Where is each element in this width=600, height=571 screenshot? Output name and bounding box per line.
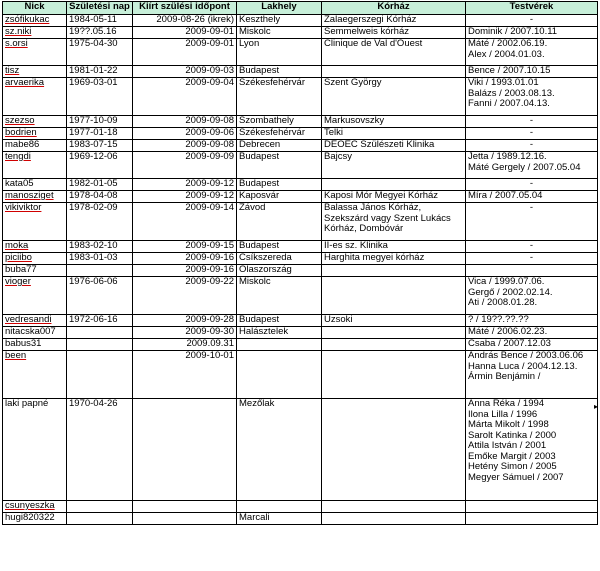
nick-link[interactable]: tengdi [5,151,31,162]
nick-link[interactable]: moka [5,240,29,251]
city-cell: Budapest [237,179,322,191]
hospital-cell [322,501,466,513]
header-nick: Nick [3,2,67,15]
nick-link[interactable]: buba77 [5,264,37,275]
sibling-entry: Míra / 2007.05.04 [468,190,543,201]
city-cell: Székesfehérvár [237,128,322,140]
birth-cell [67,339,133,351]
nick-link[interactable]: s.orsi [5,38,28,49]
sibling-entry: Máté / 2006.02.23. [468,326,548,337]
nick-cell[interactable] [3,277,67,315]
city-cell: Csíkszereda [237,253,322,265]
header-city: Lakhely [237,2,322,15]
birth-cell: 1983-07-15 [67,140,133,152]
city-cell [237,501,322,513]
birth-cell [67,501,133,513]
city-cell: Marcali [237,513,322,525]
hospital-cell: Clinique de Val d'Ouest [322,39,466,66]
sibling-entry: Megyer Sámuel / 2007 [468,471,564,483]
sibling-entry: Hetény Simon / 2005 [468,461,557,472]
birth-cell [67,351,133,399]
siblings-cell [466,265,598,277]
table-row [3,351,598,399]
hospital-cell: Semmelweis kórház [322,27,466,39]
hospital-cell [322,66,466,78]
table-row [3,265,598,277]
sibling-entry: András Bence / 2003.06.06 [468,350,584,361]
birth-cell [67,327,133,339]
sibling-entry: ? / 19??.??.?? [468,314,529,325]
hospital-cell [322,277,466,315]
table-row [3,513,598,525]
table-row [3,179,598,191]
nick-cell[interactable] [3,39,67,66]
nick-link[interactable]: csunyeszka [5,500,55,511]
sibling-entry: Bence / 2007.10.15 [468,65,551,76]
nick-link[interactable]: sz.niki [5,26,32,37]
sibling-entry: Ármin Benjámin / [468,371,541,382]
siblings-cell [466,327,598,339]
sibling-entry: Attila István / 2001 [468,440,547,451]
sibling-entry: Máté / 2002.06.19. [468,38,548,49]
table-row [3,15,598,27]
birth-cell: 1983-01-03 [67,253,133,265]
due-cell [133,399,237,501]
siblings-cell [466,179,598,191]
siblings-cell [466,501,598,513]
nick-cell[interactable] [3,152,67,179]
nick-link[interactable]: hugi820322 [5,512,55,523]
sibling-entry: Márta Mikolt / 1998 [468,419,549,430]
sibling-entry: Anna Réka / 1994 [468,398,545,409]
birth-cell: 1969-12-06 [67,152,133,179]
sibling-entry: Dominik / 2007.10.11 [468,26,558,37]
nick-cell[interactable] [3,179,67,191]
hospital-cell: Szent György [322,78,466,116]
table-row [3,128,598,140]
siblings-cell [466,191,598,203]
scroll-arrow-icon: ▸ [593,402,598,411]
city-cell: Halásztelek [237,327,322,339]
due-cell: 2009-09-16 [133,265,237,277]
due-cell: 2009-09-06 [133,128,237,140]
nick-cell[interactable] [3,66,67,78]
due-cell: 2009.09.31 [133,339,237,351]
siblings-cell [466,277,598,315]
sibling-entry: - [529,178,534,189]
birth-cell: 1975-04-30 [67,39,133,66]
due-cell: 2009-08-26 (ikrek) [133,15,237,27]
nick-cell[interactable] [3,399,67,501]
hospital-cell [322,327,466,339]
nick-cell[interactable] [3,265,67,277]
due-cell: 2009-09-01 [133,27,237,39]
hospital-cell: Zalaegerszegi Kórház [322,15,466,27]
hospital-cell [322,513,466,525]
header-due: Kiírt szülési időpont [133,2,237,15]
nick-cell[interactable] [3,327,67,339]
siblings-cell [466,399,598,501]
birth-cell: 1972-06-16 [67,315,133,327]
table-row [3,39,598,66]
sibling-entry: Fanni / 2007.04.13. [468,98,550,109]
sibling-entry: Ilona Lilla / 1996 [468,408,538,420]
sibling-entry: Csaba / 2007.12.03 [468,338,551,349]
table-row [3,315,598,327]
nick-cell[interactable] [3,241,67,253]
nick-cell[interactable] [3,191,67,203]
sibling-entry: - [529,139,534,150]
nick-cell[interactable] [3,140,67,152]
nick-link[interactable]: manosziget [5,190,54,201]
header-hospital: Kórház [322,2,466,15]
nick-cell[interactable] [3,15,67,27]
city-cell: Budapest [237,66,322,78]
siblings-cell [466,351,598,399]
sibling-entry: - [529,240,534,251]
nick-cell[interactable] [3,513,67,525]
siblings-cell [466,15,598,27]
sibling-entry: Máté Gergely / 2007.05.04 [468,161,581,173]
sibling-entry: - [529,202,534,213]
city-cell: Mezőlak [237,399,322,501]
birth-cell: 1976-06-06 [67,277,133,315]
header-row [3,2,598,15]
hospital-cell: DEOEC Szülészeti Klinika [322,140,466,152]
nick-cell[interactable] [3,339,67,351]
birth-cell: 1981-01-22 [67,66,133,78]
hospital-cell: II-es sz. Klinika [322,241,466,253]
nick-link[interactable]: vedresandi [5,314,52,325]
hospital-cell: Bajcsy [322,152,466,179]
siblings-cell [466,339,598,351]
city-cell: Závod [237,203,322,241]
nick-link[interactable]: nitacska007 [5,326,56,337]
city-cell: Miskolc [237,27,322,39]
nick-link[interactable]: tisz [5,65,20,76]
hospital-cell: Markusovszky [322,116,466,128]
city-cell [237,339,322,351]
sibling-entry: Gergő / 2002.02.14. [468,286,553,298]
table-row [3,399,598,501]
city-cell: Budapest [237,241,322,253]
nick-cell[interactable] [3,501,67,513]
birth-cell: 1978-04-08 [67,191,133,203]
nick-link[interactable]: piciibo [5,252,32,263]
table-row [3,191,598,203]
siblings-cell [466,203,598,241]
city-cell [237,351,322,399]
birth-cell: 19??.05.16 [67,27,133,39]
hospital-cell [322,351,466,399]
due-cell: 2009-09-01 [133,39,237,66]
due-cell: 2009-10-01 [133,351,237,399]
nick-cell[interactable] [3,351,67,399]
nick-cell[interactable] [3,128,67,140]
due-cell: 2009-09-16 [133,253,237,265]
table-row [3,140,598,152]
birth-cell [67,265,133,277]
table-row [3,78,598,116]
nick-cell[interactable] [3,27,67,39]
hospital-cell [322,339,466,351]
sibling-entry: Balázs / 2003.08.13. [468,87,555,99]
sibling-entry: Emőke Margit / 2003 [468,450,556,462]
table-row [3,116,598,128]
nick-cell[interactable] [3,315,67,327]
city-cell: Keszthely [237,15,322,27]
siblings-cell [466,66,598,78]
table-row [3,27,598,39]
sibling-entry: Alex / 2004.01.03. [468,48,545,60]
sibling-entry: Hanna Luca / 2004.12.13. [468,360,578,372]
city-cell: Budapest [237,315,322,327]
table-row [3,277,598,315]
hospital-cell: Kaposi Mór Megyei Kórház [322,191,466,203]
table-row [3,339,598,351]
city-cell: Miskolc [237,277,322,315]
nick-link[interactable]: mabe86 [5,139,40,150]
nick-link[interactable]: szezso [5,115,35,126]
table-row [3,501,598,513]
siblings-cell [466,27,598,39]
due-cell: 2009-09-08 [133,116,237,128]
birth-cell: 1984-05-11 [67,15,133,27]
birth-cell [67,513,133,525]
nick-cell[interactable] [3,253,67,265]
siblings-cell [466,513,598,525]
sibling-entry: - [529,127,534,138]
hospital-cell: Harghita megyei kórház [322,253,466,265]
city-cell: Szombathely [237,116,322,128]
table-row [3,203,598,241]
sibling-entry: Jetta / 1989.12.16. [468,151,547,162]
hospital-cell [322,399,466,501]
hospital-cell: Telki [322,128,466,140]
due-cell: 2009-09-28 [133,315,237,327]
siblings-cell [466,116,598,128]
siblings-cell [466,78,598,116]
table-row [3,241,598,253]
siblings-cell [466,140,598,152]
siblings-cell [466,241,598,253]
sibling-entry: Sarolt Katinka / 2000 [468,429,557,441]
due-cell [133,501,237,513]
nick-link[interactable]: vioger [5,276,31,287]
city-cell: Lyon [237,39,322,66]
nick-link[interactable]: vikiviktor [5,202,42,213]
sibling-entry: Ati / 2008.01.28. [468,297,538,308]
nick-link[interactable]: kata05 [5,178,34,189]
city-cell: Debrecen [237,140,322,152]
sibling-entry: - [529,115,534,126]
birth-cell: 1983-02-10 [67,241,133,253]
nick-link[interactable]: zsófikukac [5,14,50,25]
nick-link[interactable]: been [5,350,27,361]
due-cell: 2009-09-12 [133,191,237,203]
due-cell: 2009-09-30 [133,327,237,339]
due-cell [133,513,237,525]
table-row [3,152,598,179]
nick-cell[interactable] [3,203,67,241]
city-cell: Budapest [237,152,322,179]
birth-cell: 1982-01-05 [67,179,133,191]
sibling-entry: Viki / 1993.01.01 [468,77,539,88]
siblings-table [2,1,598,525]
due-cell: 2009-09-14 [133,203,237,241]
header-siblings: Testvérek [466,2,598,15]
table-row [3,327,598,339]
siblings-cell [466,152,598,179]
due-cell: 2009-09-03 [133,66,237,78]
nick-link[interactable]: babus31 [5,338,42,349]
sibling-entry: - [529,14,534,25]
birth-cell: 1970-04-26 [67,399,133,501]
birth-cell: 1978-02-09 [67,203,133,241]
siblings-cell [466,315,598,327]
table-row [3,253,598,265]
nick-link[interactable]: bodrien [5,127,37,138]
due-cell: 2009-09-15 [133,241,237,253]
city-cell: Székesfehérvár [237,78,322,116]
due-cell: 2009-09-12 [133,179,237,191]
nick-cell[interactable] [3,116,67,128]
table-row [3,66,598,78]
due-cell: 2009-09-09 [133,152,237,179]
nick-link[interactable]: laki papné [5,398,49,409]
city-cell: Kaposvár [237,191,322,203]
siblings-cell [466,253,598,265]
sibling-entry: - [529,252,534,263]
due-cell: 2009-09-08 [133,140,237,152]
due-cell: 2009-09-22 [133,277,237,315]
hospital-cell: Balassa János Kórház, Szekszárd vagy Szent Lukács Kórház, Dombóvár [322,203,466,241]
siblings-cell [466,39,598,66]
hospital-cell [322,179,466,191]
hospital-cell [322,265,466,277]
sibling-entry: Vica / 1999.07.06. [468,276,545,287]
nick-cell[interactable] [3,78,67,116]
birth-cell: 1969-03-01 [67,78,133,116]
hospital-cell: Uzsoki [322,315,466,327]
nick-link[interactable]: arvaerika [5,77,45,88]
due-cell: 2009-09-04 [133,78,237,116]
siblings-cell [466,128,598,140]
header-birth: Születési nap [67,2,133,15]
birth-cell: 1977-10-09 [67,116,133,128]
city-cell: Olaszország [237,265,322,277]
birth-cell: 1977-01-18 [67,128,133,140]
